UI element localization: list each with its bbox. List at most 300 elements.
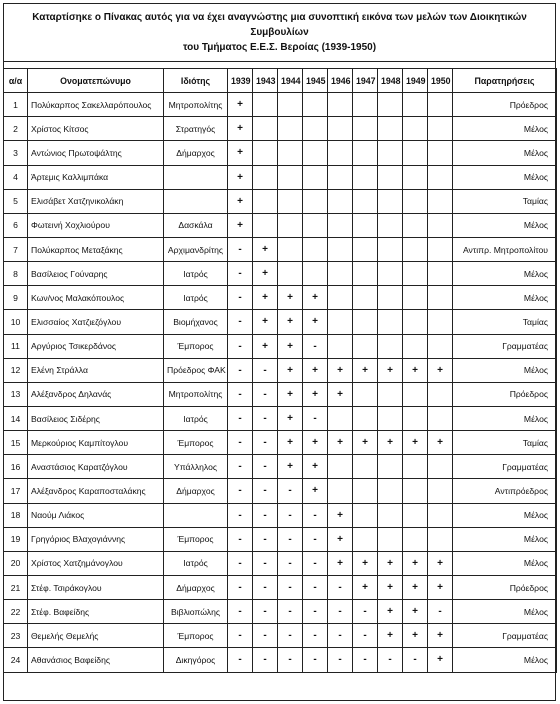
member-occupation: Δήμαρχος	[164, 141, 228, 165]
member-occupation: Υπάλληλος	[164, 455, 228, 479]
header-year-1946: 1946	[328, 69, 353, 93]
year-mark-1949: +	[403, 431, 428, 455]
member-note: Γραμματέας	[453, 334, 557, 358]
year-mark-1949	[403, 455, 428, 479]
header-name: Ονοματεπώνυμο	[28, 69, 164, 93]
year-mark-1943: -	[253, 624, 278, 648]
year-mark-1948: +	[378, 600, 403, 624]
member-note: Πρόεδρος	[453, 93, 557, 117]
year-mark-1946	[328, 262, 353, 286]
table-row	[4, 648, 557, 672]
year-mark-1950: +	[428, 575, 453, 599]
year-mark-1948: -	[378, 648, 403, 672]
year-mark-1948: +	[378, 624, 403, 648]
member-note: Μέλος	[453, 648, 557, 672]
year-mark-1949	[403, 310, 428, 334]
year-mark-1939: -	[228, 624, 253, 648]
year-mark-1945: -	[303, 600, 328, 624]
year-mark-1945: +	[303, 455, 328, 479]
table-row	[4, 189, 557, 213]
year-mark-1946: +	[328, 551, 353, 575]
year-mark-1948	[378, 334, 403, 358]
year-mark-1946	[328, 455, 353, 479]
year-mark-1944: -	[278, 575, 303, 599]
year-mark-1949	[403, 165, 428, 189]
year-mark-1947	[353, 334, 378, 358]
member-name: Ελισάβετ Χατζηνικολάκη	[28, 189, 164, 213]
year-mark-1947: -	[353, 600, 378, 624]
year-mark-1947	[353, 189, 378, 213]
row-number: 13	[4, 382, 28, 406]
table-row	[4, 165, 557, 189]
table-row	[4, 575, 557, 599]
member-name: Χρίστος Κίτσος	[28, 117, 164, 141]
member-name: Αλέξανδρος Καραποσταλάκης	[28, 479, 164, 503]
table-row	[4, 310, 557, 334]
row-number: 9	[4, 286, 28, 310]
year-mark-1939: -	[228, 575, 253, 599]
year-mark-1947	[353, 527, 378, 551]
year-mark-1950	[428, 455, 453, 479]
year-mark-1945: +	[303, 382, 328, 406]
year-mark-1948	[378, 117, 403, 141]
year-mark-1946	[328, 406, 353, 430]
year-mark-1950	[428, 93, 453, 117]
year-mark-1943: -	[253, 358, 278, 382]
year-mark-1939: +	[228, 189, 253, 213]
year-mark-1944: -	[278, 551, 303, 575]
year-mark-1950: +	[428, 624, 453, 648]
year-mark-1945: -	[303, 334, 328, 358]
year-mark-1943: -	[253, 503, 278, 527]
year-mark-1949	[403, 527, 428, 551]
member-name: Αντώνιος Πρωτοψάλτης	[28, 141, 164, 165]
member-note: Αντιπρ. Μητροπολίτου	[453, 237, 557, 261]
table-row	[4, 141, 557, 165]
year-mark-1946	[328, 141, 353, 165]
row-number: 17	[4, 479, 28, 503]
year-mark-1944	[278, 93, 303, 117]
table-row	[4, 551, 557, 575]
year-mark-1943: -	[253, 600, 278, 624]
year-mark-1945	[303, 213, 328, 237]
member-name: Θεμελής Θεμελής	[28, 624, 164, 648]
row-number: 6	[4, 213, 28, 237]
year-mark-1949	[403, 237, 428, 261]
year-mark-1948	[378, 455, 403, 479]
member-name: Αργύριος Τσικερδάνος	[28, 334, 164, 358]
member-name: Ναούμ Λιάκος	[28, 503, 164, 527]
year-mark-1946	[328, 165, 353, 189]
year-mark-1949	[403, 93, 428, 117]
year-mark-1944: +	[278, 358, 303, 382]
member-note: Μέλος	[453, 600, 557, 624]
year-mark-1949	[403, 141, 428, 165]
year-mark-1948	[378, 406, 403, 430]
year-mark-1949: +	[403, 624, 428, 648]
year-mark-1948	[378, 310, 403, 334]
year-mark-1946: -	[328, 648, 353, 672]
year-mark-1943	[253, 189, 278, 213]
header-year-1944: 1944	[278, 69, 303, 93]
year-mark-1945: -	[303, 406, 328, 430]
year-mark-1948	[378, 93, 403, 117]
year-mark-1943: +	[253, 334, 278, 358]
header-num: α/α	[4, 69, 28, 93]
year-mark-1948	[378, 165, 403, 189]
member-occupation: Ιατρός	[164, 286, 228, 310]
year-mark-1948	[378, 382, 403, 406]
year-mark-1944: +	[278, 406, 303, 430]
year-mark-1944	[278, 117, 303, 141]
row-number: 11	[4, 334, 28, 358]
year-mark-1943: -	[253, 527, 278, 551]
year-mark-1946	[328, 334, 353, 358]
year-mark-1945: -	[303, 503, 328, 527]
year-mark-1948	[378, 503, 403, 527]
header-year-1943: 1943	[253, 69, 278, 93]
year-mark-1947	[353, 479, 378, 503]
year-mark-1946: +	[328, 527, 353, 551]
year-mark-1950	[428, 262, 453, 286]
row-number: 3	[4, 141, 28, 165]
member-name: Βασίλειος Σιδέρης	[28, 406, 164, 430]
table-row	[4, 286, 557, 310]
year-mark-1946: -	[328, 624, 353, 648]
year-mark-1949	[403, 117, 428, 141]
year-mark-1939: -	[228, 237, 253, 261]
year-mark-1945	[303, 189, 328, 213]
table-row	[4, 479, 557, 503]
member-name: Βασίλειος Γούναρης	[28, 262, 164, 286]
year-mark-1944: -	[278, 624, 303, 648]
table-row	[4, 93, 557, 117]
member-occupation: Βιομήχανος	[164, 310, 228, 334]
year-mark-1939: -	[228, 479, 253, 503]
year-mark-1946: +	[328, 503, 353, 527]
year-mark-1947	[353, 503, 378, 527]
member-note: Μέλος	[453, 165, 557, 189]
year-mark-1949	[403, 262, 428, 286]
year-mark-1944: -	[278, 527, 303, 551]
year-mark-1944: -	[278, 479, 303, 503]
header-year-1947: 1947	[353, 69, 378, 93]
header-year-1945: 1945	[303, 69, 328, 93]
year-mark-1947: -	[353, 648, 378, 672]
document-title	[4, 4, 555, 62]
year-mark-1946	[328, 310, 353, 334]
year-mark-1950	[428, 213, 453, 237]
year-mark-1947: +	[353, 431, 378, 455]
member-occupation: Μητροπολίτης	[164, 93, 228, 117]
member-occupation	[164, 503, 228, 527]
row-number: 10	[4, 310, 28, 334]
member-note: Μέλος	[453, 141, 557, 165]
year-mark-1950	[428, 165, 453, 189]
member-occupation: Δήμαρχος	[164, 575, 228, 599]
year-mark-1943: -	[253, 648, 278, 672]
year-mark-1943: +	[253, 286, 278, 310]
year-mark-1945: -	[303, 575, 328, 599]
year-mark-1944: -	[278, 648, 303, 672]
year-mark-1947	[353, 262, 378, 286]
year-mark-1947	[353, 141, 378, 165]
member-name: Στέφ. Τσιράκογλου	[28, 575, 164, 599]
year-mark-1943: +	[253, 237, 278, 261]
year-mark-1948	[378, 213, 403, 237]
year-mark-1939: -	[228, 382, 253, 406]
row-number: 24	[4, 648, 28, 672]
year-mark-1939: -	[228, 600, 253, 624]
year-mark-1947	[353, 286, 378, 310]
table-row	[4, 358, 557, 382]
year-mark-1948: +	[378, 431, 403, 455]
row-number: 14	[4, 406, 28, 430]
year-mark-1948	[378, 237, 403, 261]
member-occupation: Δήμαρχος	[164, 479, 228, 503]
member-occupation: Έμπορος	[164, 334, 228, 358]
table-row	[4, 334, 557, 358]
year-mark-1950: -	[428, 600, 453, 624]
year-mark-1946	[328, 237, 353, 261]
year-mark-1939: -	[228, 431, 253, 455]
table-row	[4, 431, 557, 455]
year-mark-1948: +	[378, 575, 403, 599]
year-mark-1945	[303, 93, 328, 117]
table-row	[4, 455, 557, 479]
member-note: Μέλος	[453, 551, 557, 575]
year-mark-1946: +	[328, 431, 353, 455]
table-header-row	[4, 69, 557, 93]
year-mark-1949: -	[403, 648, 428, 672]
row-number: 15	[4, 431, 28, 455]
year-mark-1949	[403, 213, 428, 237]
row-number: 8	[4, 262, 28, 286]
year-mark-1939: -	[228, 358, 253, 382]
header-occupation: Ιδιότης	[164, 69, 228, 93]
member-name: Αναστάσιος Καρατζόγλου	[28, 455, 164, 479]
year-mark-1950	[428, 310, 453, 334]
table-row	[4, 382, 557, 406]
year-mark-1939: +	[228, 165, 253, 189]
row-number: 7	[4, 237, 28, 261]
year-mark-1947	[353, 382, 378, 406]
year-mark-1939: -	[228, 455, 253, 479]
year-mark-1943: -	[253, 431, 278, 455]
year-mark-1943: +	[253, 262, 278, 286]
year-mark-1949: +	[403, 358, 428, 382]
year-mark-1947	[353, 213, 378, 237]
year-mark-1946: +	[328, 382, 353, 406]
year-mark-1944	[278, 237, 303, 261]
year-mark-1948	[378, 479, 403, 503]
year-mark-1950	[428, 406, 453, 430]
year-mark-1943: -	[253, 575, 278, 599]
year-mark-1946	[328, 93, 353, 117]
table-row	[4, 503, 557, 527]
year-mark-1950	[428, 141, 453, 165]
member-occupation	[164, 189, 228, 213]
year-mark-1950	[428, 334, 453, 358]
year-mark-1939: -	[228, 648, 253, 672]
member-note: Μέλος	[453, 503, 557, 527]
year-mark-1946: +	[328, 358, 353, 382]
title-line-2: του Τμήματος Ε.Ε.Σ. Βεροίας (1939-1950)	[182, 42, 377, 53]
year-mark-1945	[303, 141, 328, 165]
year-mark-1945: -	[303, 527, 328, 551]
row-number: 22	[4, 600, 28, 624]
member-note: Μέλος	[453, 358, 557, 382]
year-mark-1944	[278, 189, 303, 213]
header-year-1950: 1950	[428, 69, 453, 93]
year-mark-1944: +	[278, 310, 303, 334]
year-mark-1947: +	[353, 575, 378, 599]
year-mark-1944: +	[278, 382, 303, 406]
year-mark-1945: +	[303, 358, 328, 382]
year-mark-1950	[428, 503, 453, 527]
row-number: 1	[4, 93, 28, 117]
year-mark-1946	[328, 213, 353, 237]
year-mark-1939: +	[228, 141, 253, 165]
year-mark-1945: -	[303, 551, 328, 575]
row-number: 5	[4, 189, 28, 213]
year-mark-1943	[253, 93, 278, 117]
year-mark-1945: -	[303, 624, 328, 648]
member-name: Πολύκαρπος Μεταξάκης	[28, 237, 164, 261]
document-page	[3, 3, 556, 701]
year-mark-1939: +	[228, 93, 253, 117]
year-mark-1947	[353, 406, 378, 430]
year-mark-1945: +	[303, 310, 328, 334]
year-mark-1949: +	[403, 575, 428, 599]
year-mark-1943	[253, 141, 278, 165]
header-notes: Παρατηρήσεις	[453, 69, 557, 93]
year-mark-1950	[428, 117, 453, 141]
member-name: Άρτεμις Καλλιμπάκα	[28, 165, 164, 189]
header-year-1939: 1939	[228, 69, 253, 93]
member-name: Πολύκαρπος Σακελλαρόπουλος	[28, 93, 164, 117]
row-number: 16	[4, 455, 28, 479]
year-mark-1947	[353, 93, 378, 117]
year-mark-1950: +	[428, 358, 453, 382]
year-mark-1939: -	[228, 334, 253, 358]
year-mark-1944	[278, 262, 303, 286]
member-note: Πρόεδρος	[453, 575, 557, 599]
year-mark-1944: +	[278, 431, 303, 455]
member-occupation: Αρχιμανδρίτης	[164, 237, 228, 261]
year-mark-1939: +	[228, 213, 253, 237]
year-mark-1950	[428, 479, 453, 503]
table-row	[4, 624, 557, 648]
year-mark-1948	[378, 141, 403, 165]
year-mark-1944: -	[278, 600, 303, 624]
year-mark-1939: -	[228, 503, 253, 527]
year-mark-1943: -	[253, 406, 278, 430]
year-mark-1944: +	[278, 286, 303, 310]
year-mark-1943	[253, 165, 278, 189]
year-mark-1949: +	[403, 551, 428, 575]
member-note: Αντιπρόεδρος	[453, 479, 557, 503]
year-mark-1944: +	[278, 334, 303, 358]
year-mark-1950: +	[428, 551, 453, 575]
member-occupation: Έμπορος	[164, 624, 228, 648]
member-name: Ελένη Στράλλα	[28, 358, 164, 382]
table-row	[4, 117, 557, 141]
year-mark-1945: +	[303, 431, 328, 455]
year-mark-1948: +	[378, 551, 403, 575]
year-mark-1946	[328, 286, 353, 310]
member-name: Ελισσαίος Χατζιεζόγλου	[28, 310, 164, 334]
row-number: 21	[4, 575, 28, 599]
table-row	[4, 237, 557, 261]
table-row	[4, 527, 557, 551]
year-mark-1950	[428, 527, 453, 551]
header-year-1948: 1948	[378, 69, 403, 93]
table-row	[4, 406, 557, 430]
year-mark-1946	[328, 479, 353, 503]
member-name: Χρίστος Χατζημάνογλου	[28, 551, 164, 575]
member-occupation: Στρατηγός	[164, 117, 228, 141]
year-mark-1945: -	[303, 648, 328, 672]
year-mark-1947: +	[353, 551, 378, 575]
year-mark-1947	[353, 455, 378, 479]
year-mark-1947	[353, 117, 378, 141]
year-mark-1949	[403, 406, 428, 430]
year-mark-1944: -	[278, 503, 303, 527]
table-row	[4, 213, 557, 237]
year-mark-1947: -	[353, 624, 378, 648]
member-occupation: Δασκάλα	[164, 213, 228, 237]
year-mark-1947: +	[353, 358, 378, 382]
member-name: Φωτεινή Χοχλιούρου	[28, 213, 164, 237]
member-name: Γρηγόριος Βλαχογιάννης	[28, 527, 164, 551]
year-mark-1944	[278, 213, 303, 237]
member-name: Αλέξανδρος Δηλανάς	[28, 382, 164, 406]
year-mark-1939: -	[228, 527, 253, 551]
year-mark-1948	[378, 189, 403, 213]
member-note: Ταμίας	[453, 189, 557, 213]
year-mark-1946: -	[328, 600, 353, 624]
year-mark-1948: +	[378, 358, 403, 382]
member-occupation: Μητροπολίτης	[164, 382, 228, 406]
year-mark-1945	[303, 165, 328, 189]
member-occupation: Έμπορος	[164, 431, 228, 455]
year-mark-1949	[403, 503, 428, 527]
year-mark-1943: -	[253, 382, 278, 406]
member-note: Ταμίας	[453, 310, 557, 334]
row-number: 4	[4, 165, 28, 189]
year-mark-1945: +	[303, 286, 328, 310]
member-name: Στέφ. Βαφείδης	[28, 600, 164, 624]
member-note: Μέλος	[453, 406, 557, 430]
member-name: Μερκούριος Καμπίτογλου	[28, 431, 164, 455]
year-mark-1943	[253, 117, 278, 141]
year-mark-1943: +	[253, 310, 278, 334]
header-year-1949: 1949	[403, 69, 428, 93]
year-mark-1943	[253, 213, 278, 237]
year-mark-1949	[403, 189, 428, 213]
year-mark-1950	[428, 189, 453, 213]
member-name: Αθανάσιος Βαφείδης	[28, 648, 164, 672]
table-row	[4, 262, 557, 286]
year-mark-1949	[403, 334, 428, 358]
member-name: Κων/νος Μαλακόπουλος	[28, 286, 164, 310]
member-occupation: Ιατρός	[164, 262, 228, 286]
member-note: Μέλος	[453, 527, 557, 551]
row-number: 23	[4, 624, 28, 648]
year-mark-1943: -	[253, 455, 278, 479]
year-mark-1950	[428, 286, 453, 310]
